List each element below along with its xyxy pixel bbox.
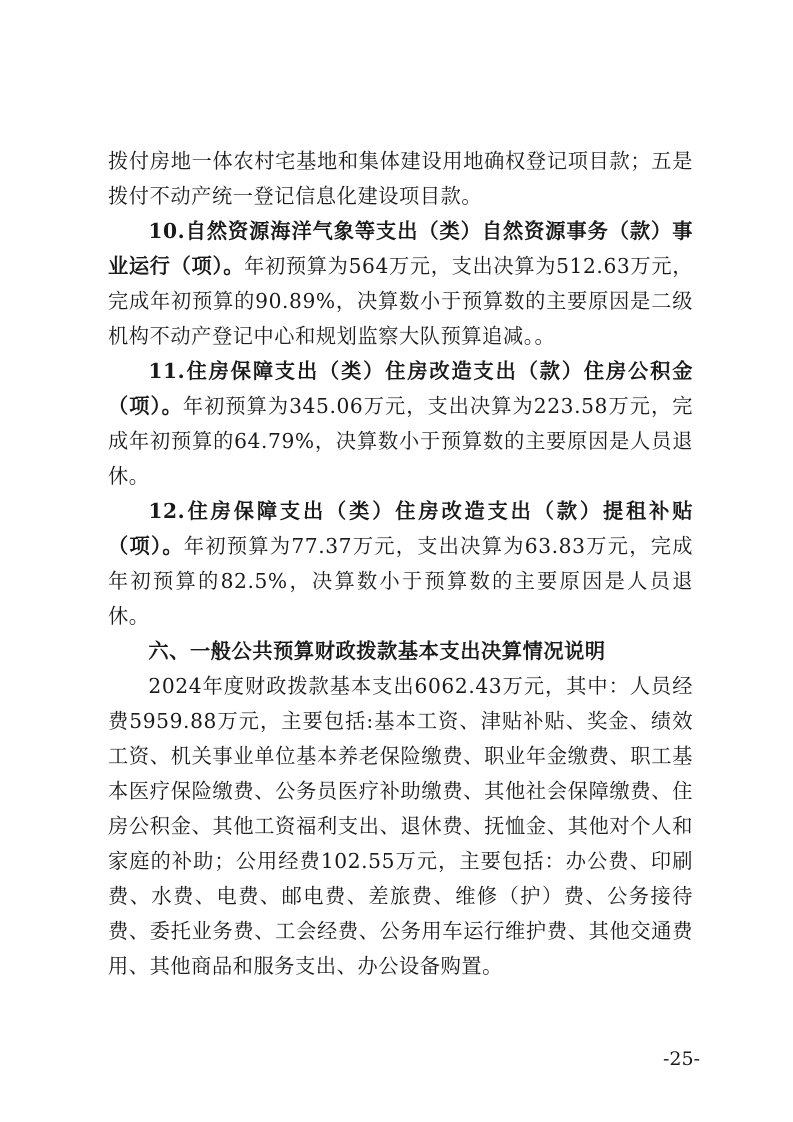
- paragraph-text: 拨付房地一体农村宅基地和集体建设用地确权登记项目款；五是拨付不动产统一登记信息化建设项目款。: [108, 149, 693, 208]
- paragraph-item-12: [108, 494, 693, 634]
- item-heading: 12.住房保障支出（类）住房改造支出（款）提租补贴（项）。: [108, 499, 693, 558]
- paragraph-item-11: [108, 354, 693, 494]
- item-heading: 10.自然资源海洋气象等支出（类）自然资源事务（款）事业运行（项）。: [108, 219, 693, 278]
- document-body: [108, 144, 693, 984]
- paragraph-text: 年初预算为564万元，支出决算为512.63万元，完成年初预算的90.89%，决算数小于预算数的主要原因是二级机构不动产登记中心和规划监察大队预算追减。。: [108, 254, 693, 348]
- section-body: 2024年度财政拨款基本支出6062.43万元，其中：人员经费5959.88万元，主要包括:基本工资、津贴补贴、奖金、绩效工资、机关事业单位基本养老保险缴费、职业年金缴费、职工基本医疗保险缴费、公务员医疗补助缴费、其他社会保障缴费、住房公积金、其他工资福利支出、退休费、抚恤金、其他对个人和家庭的补助；公用经费102.55万元，主要包括：办公费、印刷费、水费、电费、邮电费、差旅费、维修（护）费、公务接待费、委托业务费、工会经费、公务用车运行维护费、其他交通费用、其他商品和服务支出、办公设备购置。: [108, 674, 693, 978]
- item-heading: 11.住房保障支出（类）住房改造支出（款）住房公积金（项）。: [108, 359, 693, 418]
- paragraph-text: 年初预算为345.06万元，支出决算为223.58万元，完成年初预算的64.79%，决算数小于预算数的主要原因是人员退休。: [108, 394, 693, 488]
- paragraph-continuation: [108, 144, 693, 214]
- paragraph-text: 年初预算为77.37万元，支出决算为63.83万元，完成年初预算的82.5%，决算数小于预算数的主要原因是人员退休。: [108, 534, 693, 628]
- paragraph-item-10: [108, 214, 693, 354]
- page-number: -25-: [662, 1048, 700, 1070]
- section-heading: 六、一般公共预算财政拨款基本支出决算情况说明: [148, 639, 606, 663]
